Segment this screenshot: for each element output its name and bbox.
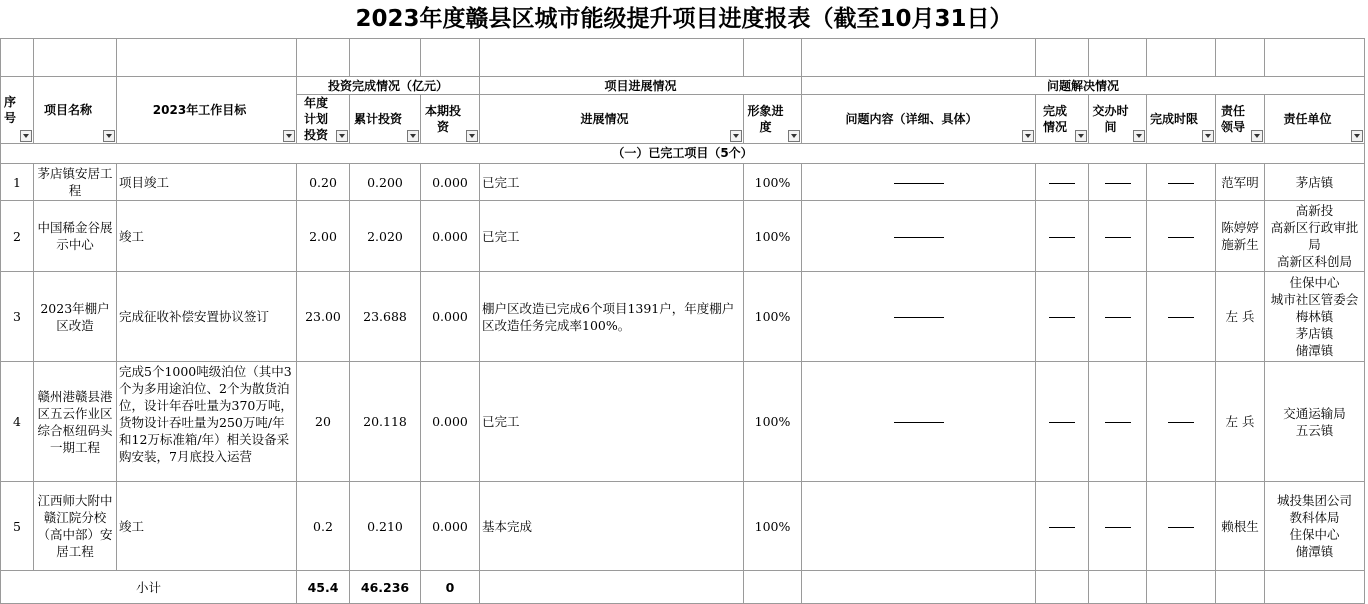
filter-dropdown-icon[interactable]: [466, 130, 478, 142]
annual-plan-value: 0.20: [297, 164, 350, 201]
filter-dropdown-icon[interactable]: [407, 130, 419, 142]
dash-mark: [1049, 422, 1075, 423]
annual-plan-value: 23.00: [297, 272, 350, 362]
visual-progress: 100%: [744, 164, 802, 201]
progress-text: 已完工: [480, 362, 744, 482]
header-deadline: 完成时限: [1147, 95, 1216, 144]
project-name: 2023年棚户区改造: [34, 272, 117, 362]
section-title: （一）已完工项目（5个）: [1, 144, 1365, 164]
filter-dropdown-icon[interactable]: [1351, 130, 1363, 142]
subtotal-label: 小计: [1, 571, 297, 604]
dash-mark: [1049, 183, 1075, 184]
dash-mark: [894, 422, 944, 423]
blank-row: [1, 39, 1365, 77]
table-row[interactable]: [1, 201, 1365, 272]
header-annual-plan: 年度计划投资: [297, 95, 350, 144]
header-index: 序号: [1, 77, 34, 144]
responsible-leader: 左 兵: [1216, 362, 1265, 482]
dash-mark: [1105, 237, 1131, 238]
dash-mark: [894, 317, 944, 318]
cumulative-value: 0.200: [350, 164, 421, 201]
table-row[interactable]: [1, 482, 1365, 571]
dash-mark: [1168, 527, 1194, 528]
header-issue: 问题内容（详细、具体）: [802, 95, 1036, 144]
dash-mark: [894, 183, 944, 184]
completion-status: [1036, 482, 1089, 571]
work-goal: 完成征收补偿安置协议签订: [117, 272, 297, 362]
handover-time: [1089, 272, 1147, 362]
work-goal: 竣工: [117, 201, 297, 272]
filter-dropdown-icon[interactable]: [1202, 130, 1214, 142]
row-number: 2: [1, 201, 34, 272]
deadline: [1147, 201, 1216, 272]
dash-mark: [1105, 317, 1131, 318]
dash-mark: [1168, 183, 1194, 184]
project-name: 江西师大附中赣江院分校（高中部）安居工程: [34, 482, 117, 571]
visual-progress: 100%: [744, 362, 802, 482]
header-invest-group: 投资完成情况（亿元）: [297, 77, 480, 95]
work-goal: [117, 362, 297, 482]
row-number: 4: [1, 362, 34, 482]
header-current: 本期投资: [421, 95, 480, 144]
dash-mark: [1168, 237, 1194, 238]
dash-mark: [1105, 422, 1131, 423]
work-goal: 竣工: [117, 482, 297, 571]
issue-content: [802, 362, 1036, 482]
dash-mark: [1049, 527, 1075, 528]
progress-text: 棚户区改造已完成6个项目1391户，年度棚户区改造任务完成率100%。: [480, 272, 744, 362]
header-visual-progress: 形象进度: [744, 95, 802, 144]
cumulative-value: 23.688: [350, 272, 421, 362]
visual-progress: 100%: [744, 482, 802, 571]
work-goal: 项目竣工: [117, 164, 297, 201]
responsible-leader: 左 兵: [1216, 272, 1265, 362]
responsible-unit: 茅店镇: [1265, 164, 1365, 201]
header-issue-group: 问题解决情况: [802, 77, 1365, 95]
responsible-leader: 范军明: [1216, 164, 1265, 201]
report-title: 2023年度赣县区城市能级提升项目进度报表（截至10月31日）: [355, 6, 1013, 32]
project-name: 茅店镇安居工程: [34, 164, 117, 201]
current-value: 0.000: [421, 362, 480, 482]
issue-content: [802, 272, 1036, 362]
current-value: 0.000: [421, 482, 480, 571]
issue-content: [802, 164, 1036, 201]
annual-plan-value: 20: [297, 362, 350, 482]
table-row[interactable]: [1, 362, 1365, 482]
completion-status: [1036, 362, 1089, 482]
handover-time: [1089, 201, 1147, 272]
filter-dropdown-icon[interactable]: [730, 130, 742, 142]
header-completion: 完成情况: [1036, 95, 1089, 144]
header-leader: 责任领导: [1216, 95, 1265, 144]
current-value: 0.000: [421, 272, 480, 362]
responsible-leader: 陈婷婷 施新生: [1216, 201, 1265, 272]
subtotal-current: 0: [421, 571, 480, 604]
responsible-unit: 住保中心 城市社区管委会 梅林镇 茅店镇 储潭镇: [1265, 272, 1365, 362]
annual-plan-value: 0.2: [297, 482, 350, 571]
handover-time: [1089, 482, 1147, 571]
header-name: 项目名称: [34, 77, 117, 144]
handover-time: [1089, 362, 1147, 482]
deadline: [1147, 482, 1216, 571]
visual-progress: 100%: [744, 272, 802, 362]
filter-dropdown-icon[interactable]: [1251, 130, 1263, 142]
table-row[interactable]: [1, 272, 1365, 362]
dash-mark: [1105, 183, 1131, 184]
progress-text: 基本完成: [480, 482, 744, 571]
filter-dropdown-icon[interactable]: [1075, 130, 1087, 142]
deadline: [1147, 164, 1216, 201]
progress-table: [0, 38, 1365, 604]
table-row[interactable]: [1, 164, 1365, 201]
header-progress: 进展情况: [480, 95, 744, 144]
completion-status: [1036, 164, 1089, 201]
issue-content: [802, 201, 1036, 272]
work-goal-text: 完成5个1000吨级泊位（其中3个为多用途泊位、2个为散货泊位，设计年吞吐量为370万吨，货物设计吞吐量为250万吨/年和12万标准箱/年）相关设备采购安装，7月底投入运营: [119, 364, 293, 464]
responsible-unit: 高新投 高新区行政审批局 高新区科创局: [1265, 201, 1365, 272]
header-progress-group: 项目进展情况: [480, 77, 802, 95]
responsible-unit: 交通运输局 五云镇: [1265, 362, 1365, 482]
cumulative-value: 2.020: [350, 201, 421, 272]
filter-dropdown-icon[interactable]: [788, 130, 800, 142]
row-number: 5: [1, 482, 34, 571]
section-row: [1, 144, 1365, 164]
subtotal-annual: 45.4: [297, 571, 350, 604]
project-name: 中国稀金谷展示中心: [34, 201, 117, 272]
dash-mark: [894, 237, 944, 238]
filter-dropdown-icon[interactable]: [20, 130, 32, 142]
deadline: [1147, 362, 1216, 482]
current-value: 0.000: [421, 164, 480, 201]
project-name: 赣州港赣县港区五云作业区综合枢纽码头一期工程: [34, 362, 117, 482]
responsible-unit: 城投集团公司 教科体局 住保中心 储潭镇: [1265, 482, 1365, 571]
filter-dropdown-icon[interactable]: [283, 130, 295, 142]
responsible-leader: 赖根生: [1216, 482, 1265, 571]
issue-content: [802, 482, 1036, 571]
filter-dropdown-icon[interactable]: [336, 130, 348, 142]
visual-progress: 100%: [744, 201, 802, 272]
progress-text: 已完工: [480, 201, 744, 272]
dash-mark: [1049, 317, 1075, 318]
header-unit: 责任单位: [1265, 95, 1365, 144]
progress-text: 已完工: [480, 164, 744, 201]
row-number: 1: [1, 164, 34, 201]
filter-dropdown-icon[interactable]: [1022, 130, 1034, 142]
header-cumulative: 累计投资: [350, 95, 421, 144]
deadline: [1147, 272, 1216, 362]
current-value: 0.000: [421, 201, 480, 272]
row-number: 3: [1, 272, 34, 362]
dash-mark: [1049, 237, 1075, 238]
dash-mark: [1168, 422, 1194, 423]
filter-dropdown-icon[interactable]: [103, 130, 115, 142]
cumulative-value: 20.118: [350, 362, 421, 482]
annual-plan-value: 2.00: [297, 201, 350, 272]
header-row-1: [1, 77, 1365, 95]
subtotal-cumulative: 46.236: [350, 571, 421, 604]
subtotal-row: [1, 571, 1365, 604]
completion-status: [1036, 272, 1089, 362]
dash-mark: [1168, 317, 1194, 318]
cumulative-value: 0.210: [350, 482, 421, 571]
dash-mark: [1105, 527, 1131, 528]
header-goal: 2023年工作目标: [117, 77, 297, 144]
filter-dropdown-icon[interactable]: [1133, 130, 1145, 142]
header-handover: 交办时间: [1089, 95, 1147, 144]
handover-time: [1089, 164, 1147, 201]
completion-status: [1036, 201, 1089, 272]
